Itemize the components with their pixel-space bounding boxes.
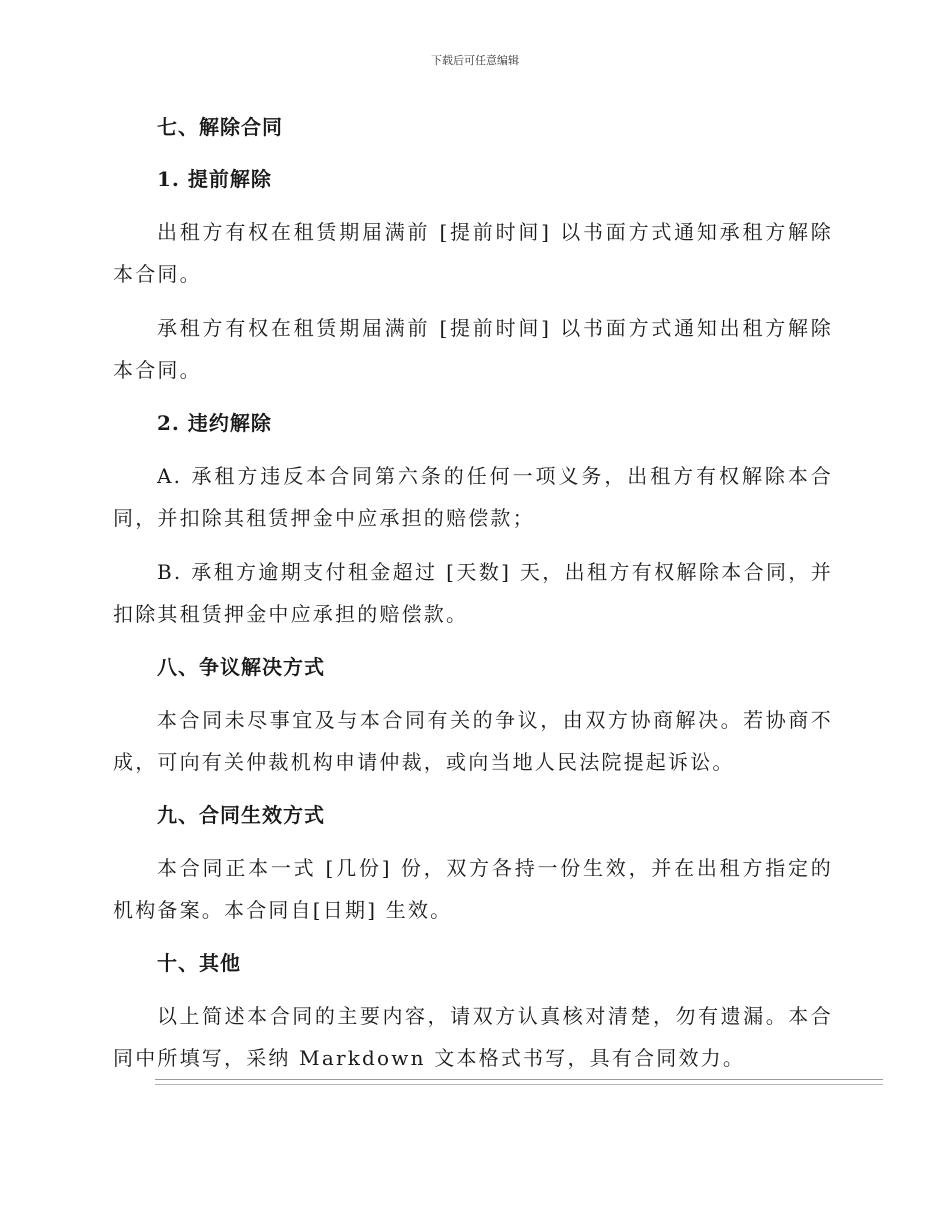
- document-body: [113, 107, 833, 1091]
- section-7-1-title: 1. 提前解除: [157, 167, 272, 191]
- section-10-paragraph: 以上简述本合同的主要内容，请双方认真核对清楚，勿有遗漏。本合同中所填写，采纳 Markdown 文本格式书写，具有合同效力。: [113, 1004, 833, 1070]
- horizontal-divider: [155, 1079, 883, 1085]
- section-7-1-paragraph-lessor: 出租方有权在租赁期届满前 [提前时间] 以书面方式通知承租方解除本合同。: [113, 220, 833, 286]
- page-header-note: 下载后可任意编辑: [431, 54, 519, 67]
- section-7-title: 七、解除合同: [157, 115, 283, 139]
- section-7-2-paragraph-a: A. 承租方违反本合同第六条的任何一项义务，出租方有权解除本合同，并扣除其租赁押金中应承担的赔偿款；: [113, 464, 833, 530]
- section-7-2-title: 2. 违约解除: [157, 411, 272, 435]
- section-8-title: 八、争议解决方式: [157, 655, 325, 679]
- section-9-paragraph: 本合同正本一式 [几份] 份，双方各持一份生效，并在出租方指定的机构备案。本合同自[日期] 生效。: [113, 856, 833, 922]
- section-9-title: 九、合同生效方式: [157, 803, 325, 827]
- section-7-2-paragraph-b: B. 承租方逾期支付租金超过 [天数] 天，出租方有权解除本合同，并扣除其租赁押金中应承担的赔偿款。: [113, 560, 833, 626]
- section-10-title: 十、其他: [157, 951, 241, 975]
- section-8-paragraph: 本合同未尽事宜及与本合同有关的争议，由双方协商解决。若协商不成，可向有关仲裁机构申请仲裁，或向当地人民法院提起诉讼。: [113, 708, 833, 774]
- section-7-1-paragraph-lessee: 承租方有权在租赁期届满前 [提前时间] 以书面方式通知出租方解除本合同。: [113, 316, 833, 382]
